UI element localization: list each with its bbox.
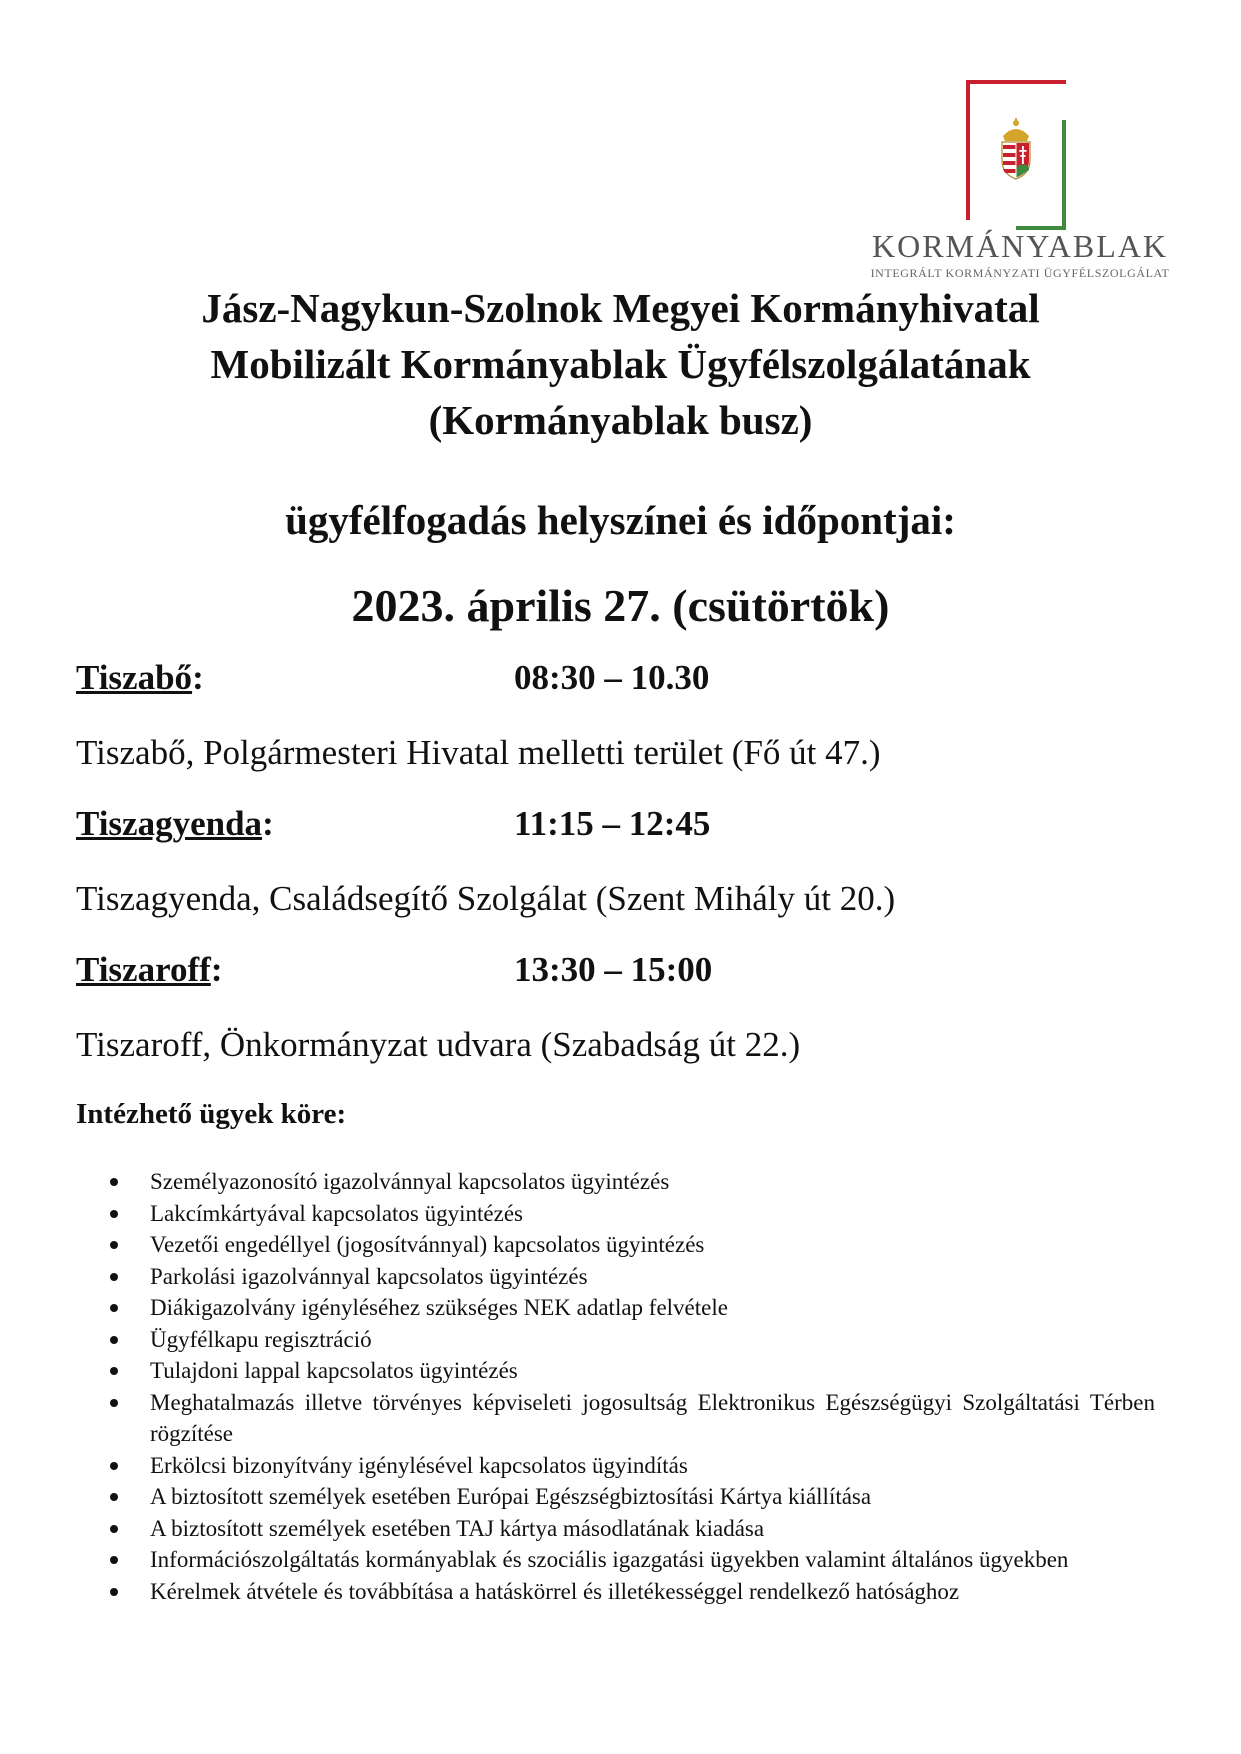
list-item	[110, 1544, 1155, 1576]
list-item-text: Vezetői engedéllyel (jogosítvánnyal) kapcsolatos ügyintézés	[150, 1232, 705, 1257]
list-item-text: Erkölcsi bizonyítvány igénylésével kapcsolatos ügyindítás	[150, 1452, 688, 1478]
title-line: Jász-Nagykun-Szolnok Megyei Kormányhivatal	[201, 285, 1040, 331]
bullet-icon	[110, 1210, 118, 1218]
logo-frame-red-top	[966, 80, 1066, 84]
list-item	[110, 1387, 1155, 1450]
bullet-icon	[110, 1493, 118, 1501]
list-item	[110, 1576, 1155, 1608]
logo-frame-green-right	[1062, 120, 1066, 230]
bullet-icon	[110, 1367, 118, 1375]
list-item-text: Információszolgáltatás kormányablak és szociális igazgatási ügyekben valamint általános ügyekben	[150, 1547, 1069, 1572]
list-item-text: A biztosított személyek esetében Európai Egészségbiztosítási Kártya kiállítása	[150, 1484, 872, 1509]
bullet-icon	[110, 1241, 118, 1249]
logo-frame	[966, 80, 1066, 230]
list-item	[110, 1324, 1155, 1356]
title-line: (Kormányablak busz)	[428, 397, 813, 443]
list-item-text: Ügyfélkapu regisztráció	[150, 1326, 372, 1352]
document-title	[60, 280, 1181, 448]
title-line: Mobilizált Kormányablak Ügyfélszolgálatának	[210, 341, 1031, 387]
bullet-icon	[110, 1273, 118, 1281]
logo-wordmark: KORMÁNYABLAK	[871, 228, 1168, 264]
list-item-text: Meghatalmazás illetve törvényes képviseleti jogosultság Elektronikus Egészségügyi Szolgáltatási Térben rögzítése	[150, 1389, 1155, 1446]
location-address: Tiszaroff, Önkormányzat udvara (Szabadság út 22.)	[76, 1025, 801, 1064]
list-item	[110, 1292, 1155, 1324]
list-item-text: A biztosított személyek esetében TAJ kártya másodlatának kiadása	[150, 1515, 765, 1541]
list-item-text: Személyazonosító igazolvánnyal kapcsolatos ügyintézés	[150, 1169, 670, 1194]
bullet-icon	[110, 1399, 118, 1407]
list-item-text: Lakcímkártyával kapcsolatos ügyintézés	[150, 1200, 523, 1226]
schedule-date: 2023. április 27. (csütörtök)	[351, 580, 890, 631]
kormanyablak-logo	[870, 74, 1170, 284]
location-name: Tiszaroff	[76, 950, 211, 989]
location-address: Tiszagyenda, Családsegítő Szolgálat (Szent Mihály út 20.)	[76, 879, 896, 918]
list-item-text: Diákigazolvány igényléséhez szükséges NEK adatlap felvétele	[150, 1295, 728, 1320]
list-item	[110, 1198, 1155, 1230]
bullet-icon	[110, 1336, 118, 1344]
list-item-text: Tulajdoni lappal kapcsolatos ügyintézés	[150, 1358, 518, 1383]
tasks-list	[110, 1166, 1155, 1607]
bullet-icon	[110, 1304, 118, 1312]
location-name: Tiszagyenda	[76, 804, 263, 843]
bullet-icon	[110, 1588, 118, 1596]
location-heading: Tiszabő:	[76, 658, 204, 697]
tasks-heading: Intézhető ügyek köre:	[76, 1098, 347, 1130]
location-name: Tiszabő	[76, 658, 193, 697]
location-heading: Tiszaroff:	[76, 950, 223, 989]
bullet-icon	[110, 1178, 118, 1186]
location-time: 08:30 – 10.30	[514, 658, 710, 697]
bullet-icon	[110, 1556, 118, 1564]
list-item	[110, 1450, 1155, 1482]
logo-frame-red-left	[966, 80, 970, 220]
list-item-text: Kérelmek átvétele és továbbítása a hatáskörrel és illetékességgel rendelkező hatósághoz	[150, 1578, 960, 1604]
list-item	[110, 1355, 1155, 1387]
document-subtitle: ügyfélfogadás helyszínei és időpontjai:	[285, 497, 956, 543]
list-item	[110, 1229, 1155, 1261]
list-item	[110, 1513, 1155, 1545]
location-address: Tiszabő, Polgármesteri Hivatal melletti terület (Fő út 47.)	[76, 733, 881, 772]
location-heading: Tiszagyenda:	[76, 804, 274, 843]
logo-tagline: INTEGRÁLT KORMÁNYZATI ÜGYFÉLSZOLGÁLAT	[870, 266, 1170, 280]
list-item	[110, 1261, 1155, 1293]
list-item	[110, 1166, 1155, 1198]
coat-of-arms-icon	[997, 116, 1035, 182]
bullet-icon	[110, 1462, 118, 1470]
location-time: 11:15 – 12:45	[514, 804, 711, 843]
location-time: 13:30 – 15:00	[514, 950, 713, 989]
bullet-icon	[110, 1525, 118, 1533]
list-item	[110, 1481, 1155, 1513]
list-item-text: Parkolási igazolvánnyal kapcsolatos ügyintézés	[150, 1263, 588, 1289]
